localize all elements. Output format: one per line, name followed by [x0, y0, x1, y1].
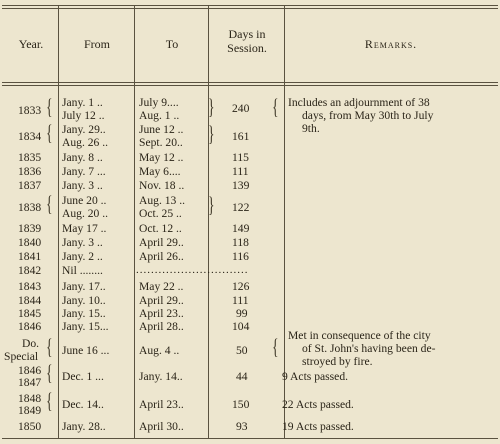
row-1845-year: 1845 — [18, 307, 42, 320]
row-1837-year: 1837 — [18, 179, 42, 192]
row-1842-dots: .............................. — [136, 264, 249, 276]
row-1848-49-from: Dec. 14.. — [62, 398, 104, 411]
row-1841-days: 116 — [232, 250, 249, 263]
row-1848-49-year-2: 1849 — [18, 404, 42, 417]
brace-remarks-special: { — [272, 334, 279, 359]
row-1837-days: 139 — [232, 179, 250, 192]
header-year: Year. — [18, 37, 44, 51]
brace-to-1838: } — [208, 192, 215, 217]
row-special-year-1: Do. — [22, 337, 40, 350]
row-1848-49-year-1: 1848 — [18, 392, 42, 405]
row-1850-days: 93 — [236, 420, 248, 433]
row-1838-year: 1838 — [18, 201, 42, 214]
row-1846-47-year-1: 1846 — [18, 364, 42, 377]
row-1846-days: 104 — [232, 320, 250, 333]
row-1835-from: Jany. 8 .. — [62, 151, 103, 164]
row-1850-year: 1850 — [18, 420, 42, 433]
col-divider-3 — [208, 6, 209, 438]
row-1848-49-days: 150 — [232, 398, 250, 411]
row-1838-to-1: Aug. 13 .. — [139, 194, 186, 207]
header-days-line1: Days in — [228, 27, 266, 41]
row-1833-remarks-2: days, from May 30th to July — [302, 109, 434, 122]
row-1842-year: 1842 — [18, 264, 42, 277]
row-1850-from: Jany. 28.. — [62, 420, 106, 433]
brace-to-1833: } — [208, 94, 215, 119]
row-1846-year: 1846 — [18, 320, 42, 333]
row-1844-to: April 29.. — [139, 294, 184, 307]
col-divider-1 — [58, 6, 59, 438]
row-1845-to: April 23.. — [139, 307, 184, 320]
row-1845-days: 99 — [236, 307, 248, 320]
header-days-line2: Session. — [227, 41, 267, 55]
row-1845-from: Jany. 15.. — [62, 307, 106, 320]
row-1833-from-2: July 12 .. — [62, 109, 105, 122]
row-1839-days: 149 — [232, 222, 250, 235]
row-1840-year: 1840 — [18, 236, 42, 249]
row-1833-to-2: Aug. 1 .. — [139, 109, 180, 122]
row-1844-from: Jany. 10.. — [62, 294, 106, 307]
brace-year-1838: { — [46, 191, 53, 216]
row-1848-49-remarks: 22 Acts passed. — [282, 398, 354, 411]
row-1833-year: 1833 — [18, 104, 42, 117]
row-1836-year: 1836 — [18, 165, 42, 178]
row-1844-year: 1844 — [18, 294, 42, 307]
row-1846-47-to: Jany. 14.. — [139, 370, 183, 383]
top-rule-2 — [2, 8, 498, 9]
row-1835-to: May 12 .. — [139, 151, 184, 164]
row-1846-47-days: 44 — [236, 370, 248, 383]
brace-year-1833: { — [46, 94, 53, 119]
row-1848-49-to: April 23.. — [139, 398, 184, 411]
row-1838-from-1: June 20 .. — [62, 194, 107, 207]
brace-year-1834: { — [46, 120, 53, 145]
row-special-year-2: Special — [4, 350, 39, 363]
row-1834-days: 161 — [232, 130, 250, 143]
row-1838-days: 122 — [232, 201, 250, 214]
brace-year-1848-49: { — [46, 388, 53, 413]
row-1839-from: May 17 .. — [62, 222, 107, 235]
row-special-remarks-3: stroyed by fire. — [302, 355, 373, 368]
row-1843-to: May 22 .. — [139, 280, 184, 293]
row-1840-days: 118 — [232, 236, 249, 249]
row-1833-days: 240 — [232, 102, 250, 115]
brace-to-1834: } — [208, 121, 215, 146]
row-1843-days: 126 — [232, 280, 250, 293]
row-special-remarks-1: Met in consequence of the city — [288, 329, 431, 342]
row-1835-days: 115 — [232, 151, 249, 164]
row-1850-to: April 30.. — [139, 420, 184, 433]
row-1836-from: Jany. 7 ... — [62, 165, 106, 178]
bottom-rule — [2, 438, 498, 439]
row-1836-days: 111 — [232, 165, 249, 178]
row-1836-to: May 6.... — [139, 165, 181, 178]
row-1839-to: Oct. 12 .. — [139, 222, 182, 235]
row-1840-from: Jany. 3 .. — [62, 236, 103, 249]
row-1841-year: 1841 — [18, 250, 42, 263]
row-1833-remarks-3: 9th. — [302, 122, 320, 135]
row-1843-from: Jany. 17.. — [62, 280, 106, 293]
header-rule — [2, 82, 498, 83]
row-special-to: Aug. 4 .. — [139, 344, 180, 357]
row-1846-47-from: Dec. 1 ... — [62, 370, 104, 383]
row-1840-to: April 29.. — [139, 236, 184, 249]
row-1846-to: April 28.. — [139, 320, 184, 333]
row-1837-from: Jany. 3 .. — [62, 179, 103, 192]
row-1838-to-2: Oct. 25 .. — [139, 207, 182, 220]
row-1841-to: April 26.. — [139, 250, 184, 263]
row-1846-from: Jany. 15... — [62, 320, 109, 333]
row-1846-47-remarks: 9 Acts passed. — [282, 370, 349, 383]
header-from: From — [83, 37, 110, 51]
row-1833-remarks-1: Includes an adjournment of 38 — [288, 96, 430, 109]
row-1850-remarks: 19 Acts passed. — [282, 420, 354, 433]
row-1846-47-year-2: 1847 — [18, 376, 42, 389]
header-to: To — [165, 37, 179, 51]
row-1835-year: 1835 — [18, 151, 42, 164]
brace-year-special: { — [46, 334, 53, 359]
row-1834-from-2: Aug. 26 .. — [62, 136, 109, 149]
row-1834-to-1: June 12 .. — [139, 123, 184, 136]
row-1843-year: 1843 — [18, 280, 42, 293]
row-1833-to-1: July 9.... — [139, 96, 179, 109]
col-divider-2 — [134, 6, 135, 438]
row-1834-to-2: Sept. 20.. — [139, 136, 183, 149]
header-rule-2 — [2, 85, 498, 86]
brace-year-1846-47: { — [46, 360, 53, 385]
row-special-days: 50 — [236, 344, 248, 357]
header-remarks: Remarks. — [364, 37, 418, 51]
row-1834-from-1: Jany. 29.. — [62, 123, 106, 136]
row-special-remarks-2: of St. John's having been de- — [302, 342, 436, 355]
row-1841-from: Jany. 2 .. — [62, 250, 103, 263]
brace-remarks-1833: { — [272, 94, 279, 119]
row-special-from: June 16 ... — [62, 344, 110, 357]
row-1838-from-2: Aug. 20 .. — [62, 207, 109, 220]
row-1842-from: Nil ........ — [62, 264, 103, 277]
row-1837-to: Nov. 18 .. — [139, 179, 185, 192]
top-rule — [2, 5, 498, 6]
row-1844-days: 111 — [232, 294, 249, 307]
row-1833-from-1: Jany. 1 .. — [62, 96, 103, 109]
row-1839-year: 1839 — [18, 222, 42, 235]
row-1834-year: 1834 — [18, 130, 42, 143]
